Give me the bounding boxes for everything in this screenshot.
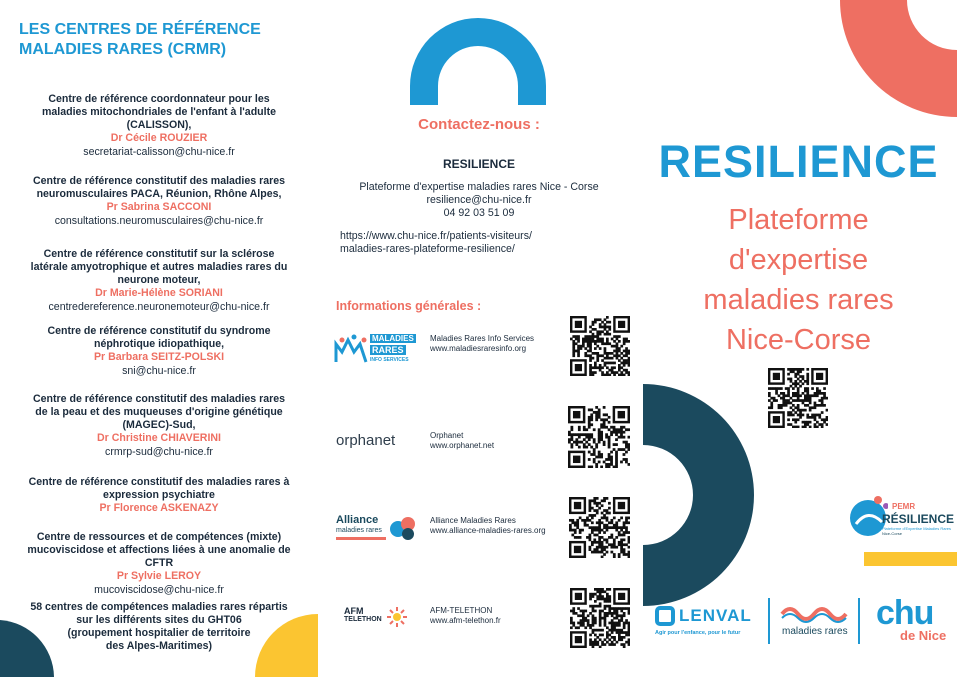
middle-panel	[318, 0, 640, 677]
waves-icon	[780, 604, 850, 624]
decorative-arcs	[0, 0, 318, 677]
centre-item: 58 centres de compétences maladies rares répartis sur les différents sites du GHT06 (groupement hospitalier de territoire des Alpes-Maritimes)	[30, 601, 288, 652]
maladies-rares-logo: maladies rares	[778, 602, 854, 642]
alliance-circles-icon	[388, 514, 420, 542]
contact-name: RESILIENCE	[442, 157, 515, 171]
centre-item: Centre de référence constitutif des maladies rares à expression psychiatre Pr Florence ASKENAZY	[6, 476, 312, 515]
resilience-title: RESILIENCE	[658, 136, 939, 187]
lenval-icon	[655, 606, 675, 626]
coral-arc-shape	[840, 0, 957, 117]
qr-code-resilience[interactable]	[768, 368, 828, 428]
doctor-name: Pr Sabrina SACCONI	[106, 201, 212, 213]
yellow-arc-shape	[255, 614, 318, 677]
chu-nice-logo: chu de Nice	[876, 594, 947, 643]
partner-alliance: Alliance Maladies Rares www.alliance-maladies-rares.org	[430, 516, 546, 535]
qr-code-afm-telethon[interactable]	[570, 588, 630, 648]
partner-orphanet: Orphanet www.orphanet.net	[430, 431, 495, 450]
doctor-name: Pr Sylvie LEROY	[116, 570, 202, 582]
centre-email: crmrp-sud@chu-nice.fr	[105, 446, 213, 458]
pemr-resilience-logo: PEMR RÉSILIENCE Plateforme d'Expertise Maladies Rares Nice-Corse	[848, 490, 957, 542]
lenval-logo: LENVAL Agir pour l'enfance, pour le futur	[655, 606, 752, 636]
telethon-star-icon	[386, 606, 408, 628]
centre-email: centredereference.neuronemoteur@chu-nice.fr	[48, 301, 270, 313]
partner-afm-telethon: AFM-TELETHON www.afm-telethon.fr	[430, 606, 501, 625]
centre-email: sni@chu-nice.fr	[122, 365, 196, 377]
contact-email[interactable]: resilience@chu-nice.fr	[426, 194, 532, 206]
doctor-name: Dr Marie-Hélène SORIANI	[95, 287, 223, 299]
crmr-title: LES CENTRES DE RÉFÉRENCE MALADIES RARES (CRMR)	[19, 21, 261, 58]
centre-item: Centre de référence constitutif des maladies rares de la peau et des muqueuses d'origine génétique (MAGEC)-Sud, Dr Christine CHIAVERINI crmrp-sud@chu-nice.fr	[6, 393, 312, 459]
centre-item: Centre de ressources et de compétences (mixte) mucoviscidose et affections liées à une anomalie de CFTR Pr Sylvie LEROY mucoviscidose@chu-nice.fr	[6, 531, 312, 597]
doctor-name: Pr Barbara SEITZ-POLSKI	[93, 351, 225, 363]
doctor-name: Pr Florence ASKENAZY	[99, 502, 219, 514]
right-panel	[640, 0, 957, 677]
centre-item: Centre de référence constitutif du syndrome néphrotique idiopathique, Pr Barbara SEITZ-POLSKI sni@chu-nice.fr	[6, 325, 312, 378]
centre-email: mucoviscidose@chu-nice.fr	[94, 584, 224, 596]
centre-item: Centre de référence coordonnateur pour les maladies mitochondriales de l'enfant à l'adulte (CALISSON), Dr Cécile ROUZIER secretariat-calisson@chu-nice.fr	[6, 93, 312, 159]
partner-maladies-rares-info: Maladies Rares Info Services www.maladiesraresinfo.org	[430, 334, 535, 353]
centre-item: Centre de référence constitutif des maladies rares neuromusculaires PACA, Réunion, Rhône Alpes, Pr Sabrina SACCONI consultations.neuromusculaires@chu-nice.fr	[6, 175, 312, 228]
orphanet-logo: orphanet	[336, 432, 396, 449]
left-panel	[0, 0, 318, 677]
navy-d-shape	[643, 384, 754, 606]
contact-url[interactable]: https://www.chu-nice.fr/patients-visiteurs/ maladies-rares-plateforme-resilience/	[340, 230, 532, 255]
info-title: Informations générales :	[336, 299, 482, 313]
qr-code-orphanet[interactable]	[568, 406, 630, 468]
qr-code-maladies-rares-info[interactable]	[570, 316, 630, 376]
centre-email: consultations.neuromusculaires@chu-nice.fr	[54, 215, 264, 227]
people-icon	[334, 334, 368, 364]
qr-code-alliance[interactable]	[569, 497, 630, 558]
afm-telethon-logo: AFM TELETHON	[344, 604, 414, 632]
contact-phone: 04 92 03 51 09	[443, 207, 515, 219]
navy-arc-shape	[0, 620, 54, 677]
alliance-logo: Alliance maladies rares	[336, 514, 421, 546]
doctor-name: Dr Christine CHIAVERINI	[96, 432, 221, 444]
maladies-rares-info-logo: MALADIES RARES INFO SERVICES	[334, 330, 416, 370]
sponsor-divider	[768, 598, 770, 644]
contact-details: Plateforme d'expertise maladies rares Nice - Corse resilience@chu-nice.fr 04 92 03 51 09	[318, 181, 640, 220]
centre-email: secretariat-calisson@chu-nice.fr	[83, 146, 235, 158]
yellow-bar-shape	[864, 552, 957, 566]
blue-arch-shape	[318, 0, 640, 120]
centre-item: Centre de référence constitutif sur la sclérose latérale amyotrophique et autres maladies rares du neurone moteur, Dr Marie-Hélène SORIANI centredereference.neuronemoteur@chu-nice.fr	[6, 248, 312, 314]
sponsor-divider	[858, 598, 860, 644]
doctor-name: Dr Cécile ROUZIER	[110, 132, 208, 144]
contact-title: Contactez-nous :	[418, 116, 540, 133]
resilience-subtitle: Plateforme d'expertise maladies rares Nice-Corse	[703, 204, 894, 356]
